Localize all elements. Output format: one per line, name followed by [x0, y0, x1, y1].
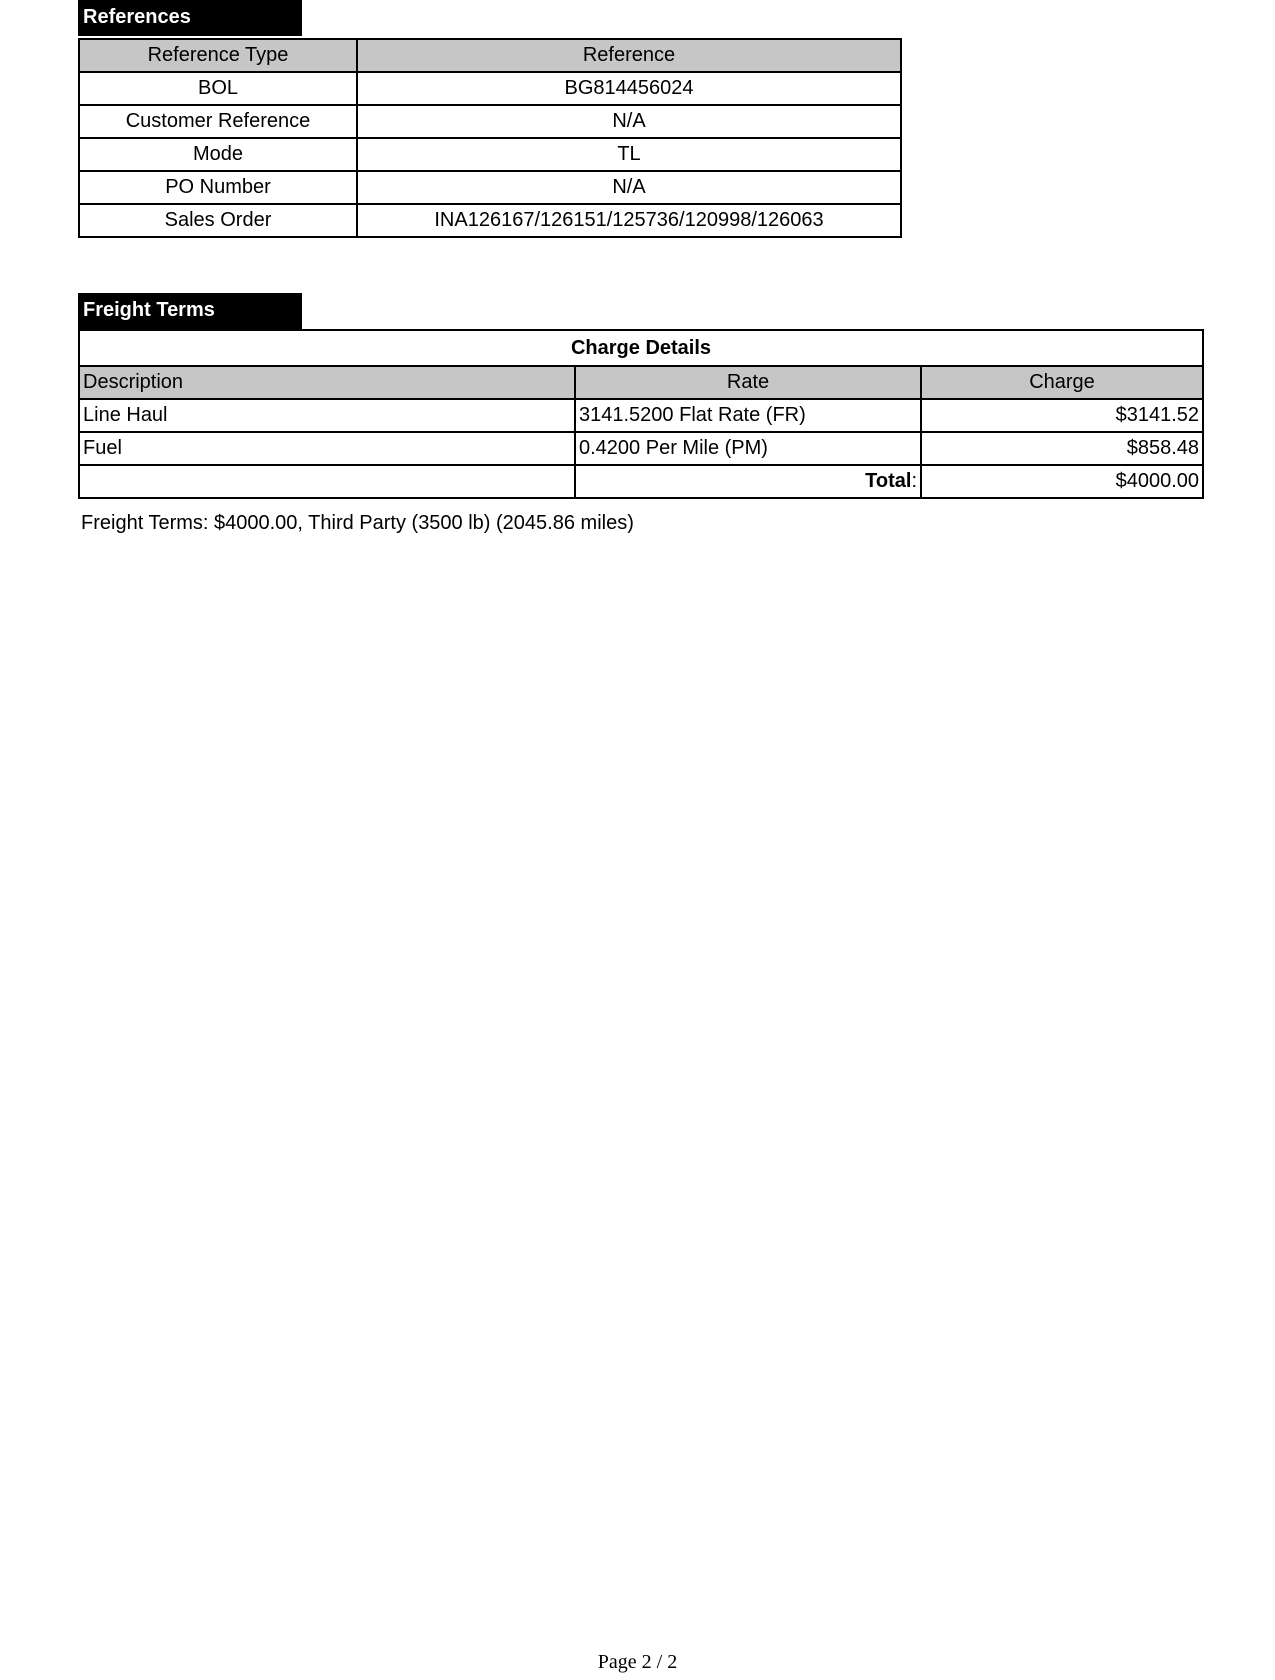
reference-value-cell: INA126167/126151/125736/120998/126063 — [357, 204, 901, 237]
page-number: Page 2 / 2 — [597, 1651, 678, 1673]
reference-type-cell: Customer Reference — [79, 105, 357, 138]
charge-header-row — [79, 366, 1203, 399]
charge-description-cell: Fuel — [79, 432, 575, 465]
reference-type-cell: PO Number — [79, 171, 357, 204]
total-value-cell: $4000.00 — [921, 465, 1203, 498]
reference-type-cell: Sales Order — [79, 204, 357, 237]
table-row — [79, 171, 901, 204]
freight-terms-summary: Freight Terms: $4000.00, Third Party (3500 lb) (2045.86 miles) — [81, 512, 634, 534]
table-row — [79, 204, 901, 237]
charge-rate-cell: 3141.5200 Flat Rate (FR) — [575, 399, 921, 432]
header-rate: Rate — [575, 366, 921, 399]
header-charge: Charge — [921, 366, 1203, 399]
table-row — [79, 399, 1203, 432]
reference-type-cell: BOL — [79, 72, 357, 105]
charge-description-cell: Line Haul — [79, 399, 575, 432]
reference-value-cell: N/A — [357, 105, 901, 138]
table-row — [79, 105, 901, 138]
total-empty-cell — [79, 465, 575, 498]
references-header-row — [79, 39, 901, 72]
reference-value-cell: N/A — [357, 171, 901, 204]
charge-details-table — [78, 329, 1204, 499]
header-reference: Reference — [357, 39, 901, 72]
table-row — [79, 138, 901, 171]
header-reference-type: Reference Type — [79, 39, 357, 72]
reference-type-cell: Mode — [79, 138, 357, 171]
total-colon: : — [911, 470, 917, 492]
charge-rate-cell: 0.4200 Per Mile (PM) — [575, 432, 921, 465]
table-row — [79, 72, 901, 105]
reference-value-cell: BG814456024 — [357, 72, 901, 105]
total-row — [79, 465, 1203, 498]
total-label-cell — [575, 465, 921, 498]
charge-details-title-row — [79, 330, 1203, 366]
header-description: Description — [79, 366, 575, 399]
charge-details-title: Charge Details — [79, 330, 1203, 366]
table-row — [79, 432, 1203, 465]
references-table — [78, 38, 902, 238]
references-title: References — [78, 0, 302, 36]
charge-amount-cell: $3141.52 — [921, 399, 1203, 432]
reference-value-cell: TL — [357, 138, 901, 171]
total-label: Total — [865, 470, 912, 492]
charge-amount-cell: $858.48 — [921, 432, 1203, 465]
freight-terms-title: Freight Terms — [78, 293, 302, 329]
